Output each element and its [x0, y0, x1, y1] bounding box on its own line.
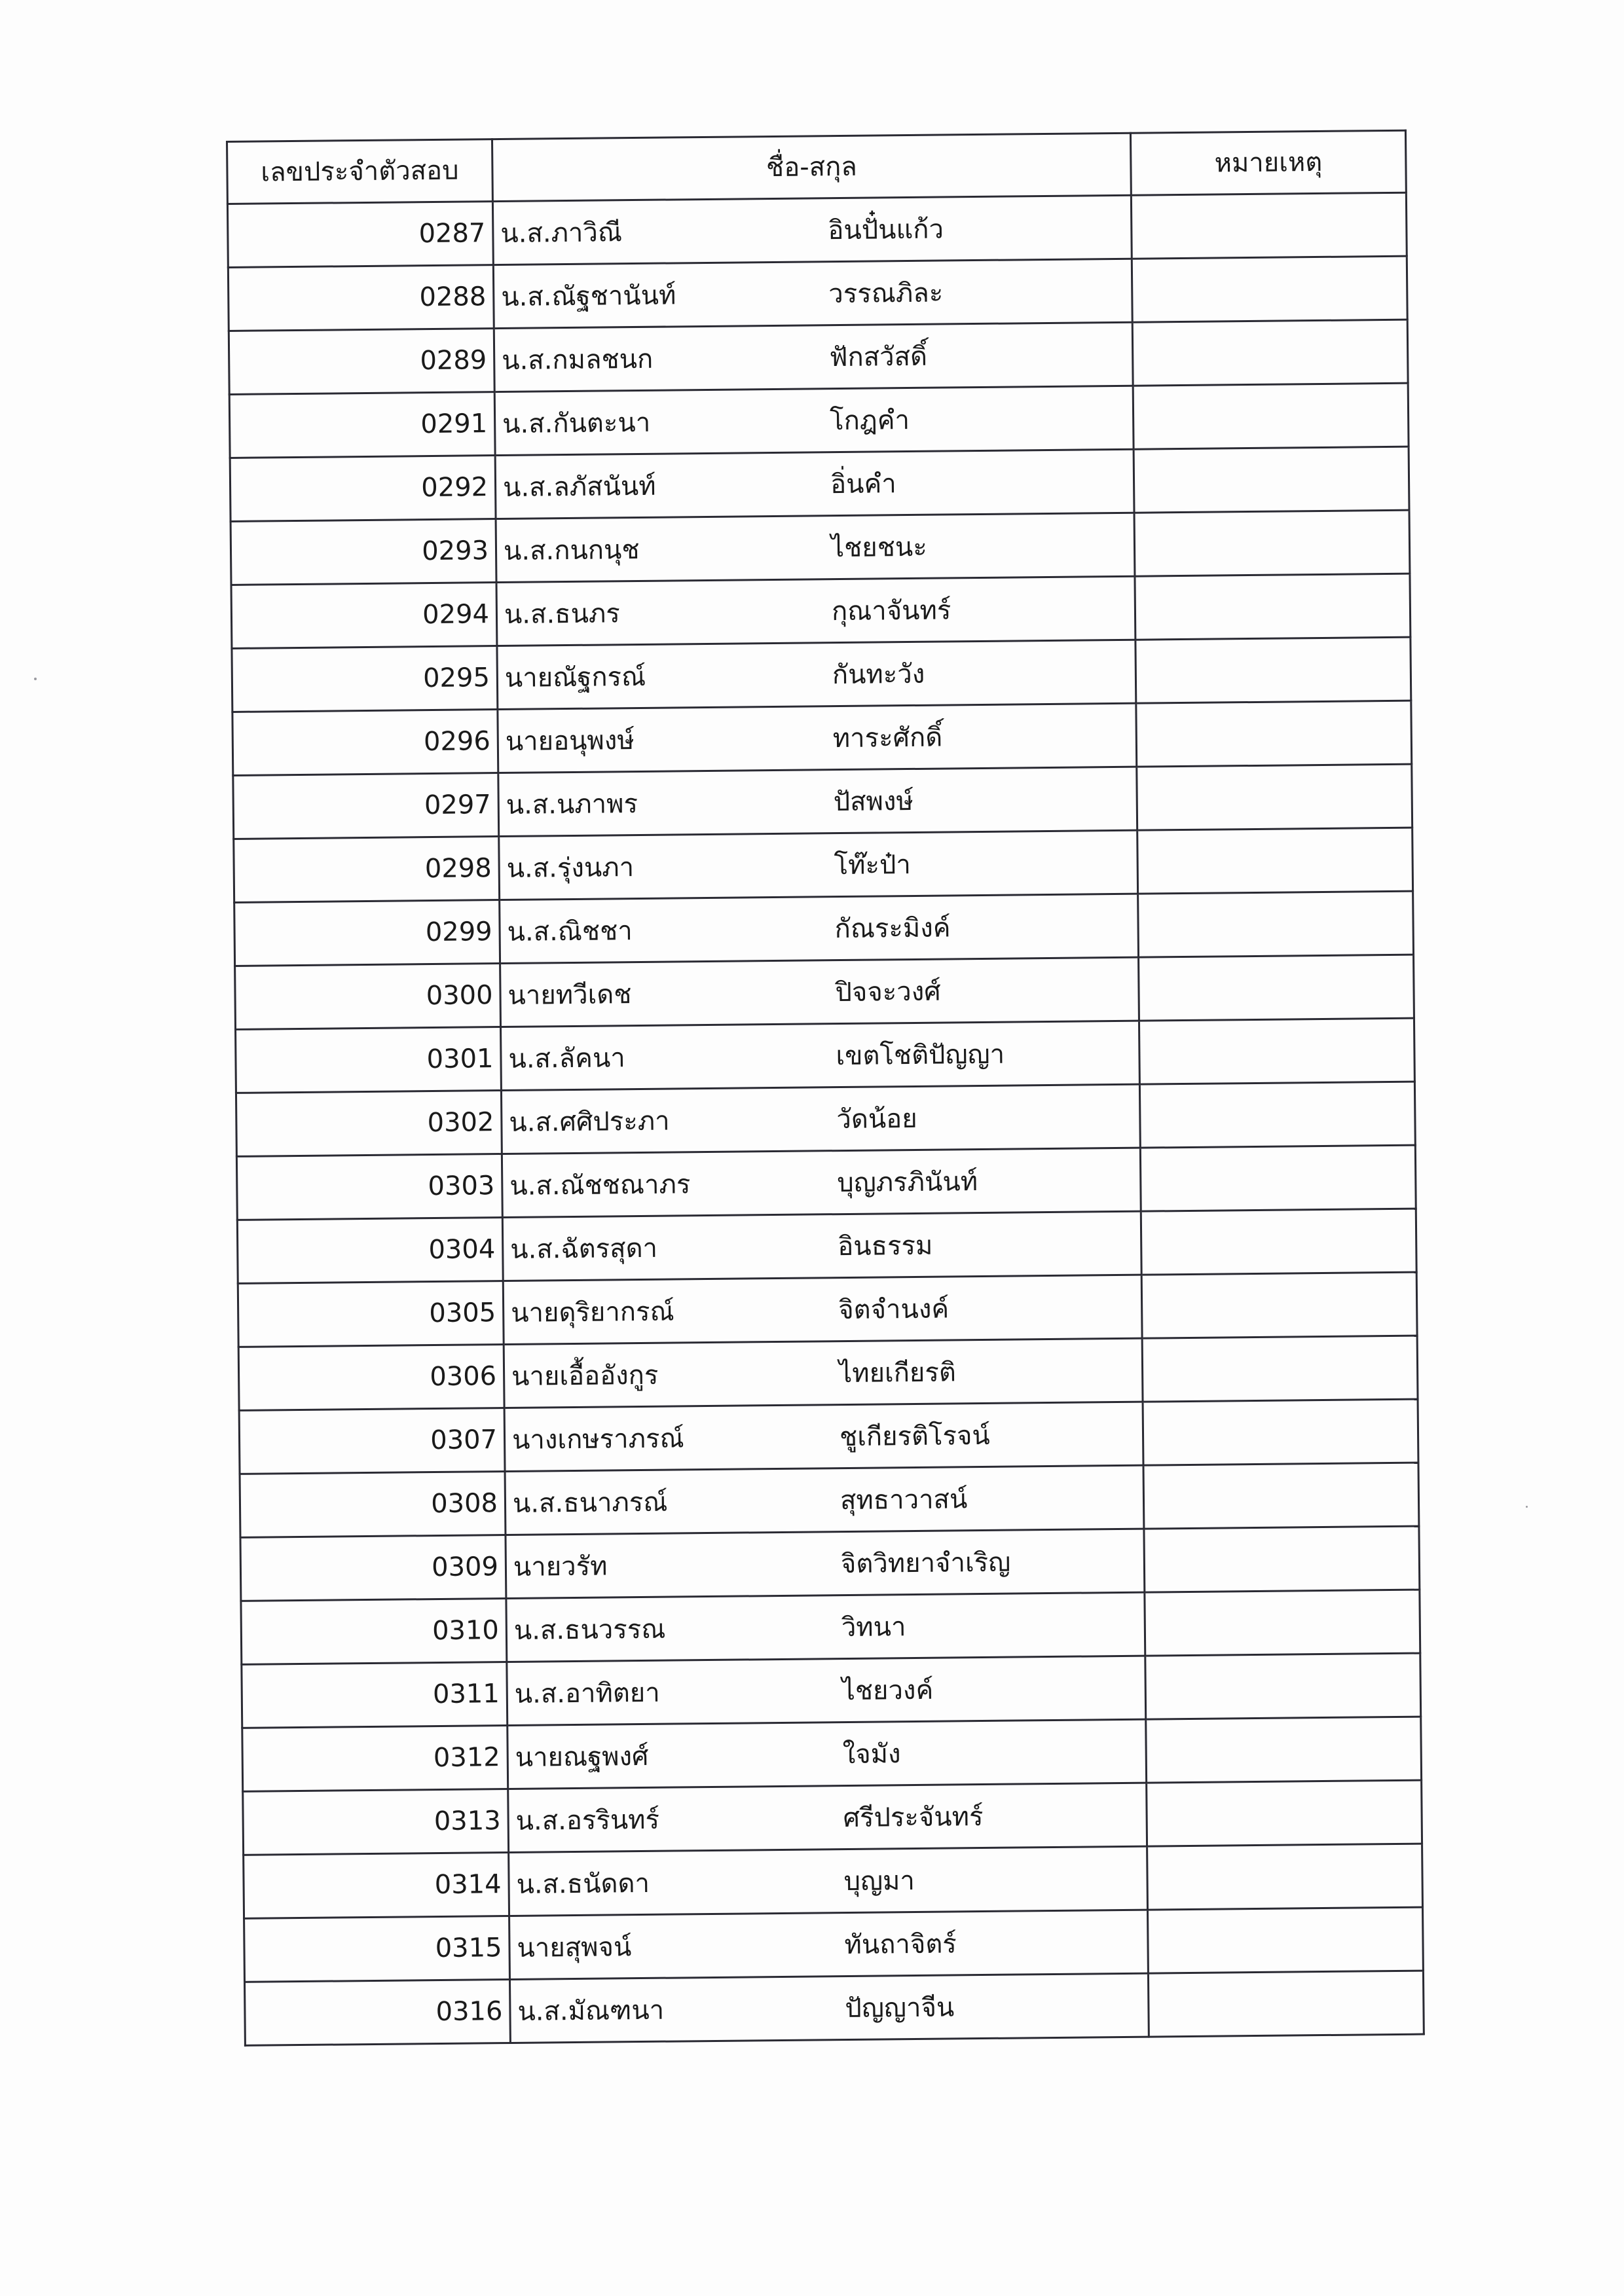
full-name-cell — [494, 386, 1134, 455]
given-name: นายวรัท — [513, 1551, 608, 1582]
table-row — [230, 446, 1409, 521]
full-name-cell — [502, 1211, 1141, 1281]
given-name: นายดุริยากรณ์ — [510, 1296, 674, 1328]
remarks-cell — [1136, 701, 1412, 767]
scan-speck — [1526, 1506, 1528, 1508]
full-name-cell — [509, 1846, 1148, 1916]
table-row — [228, 256, 1407, 331]
full-name-cell — [496, 576, 1135, 646]
exam-id-cell: 0296 — [232, 710, 498, 776]
exam-roster-table — [226, 130, 1425, 2047]
surname: จิตจำนงค์ — [838, 1294, 950, 1326]
given-name: น.ส.ธนาภรณ์ — [512, 1487, 668, 1519]
table-row — [241, 1590, 1420, 1664]
surname: ใจมัง — [842, 1739, 901, 1770]
exam-id-cell: 0308 — [240, 1472, 506, 1538]
exam-id-cell: 0297 — [233, 773, 499, 839]
table-row — [232, 637, 1411, 712]
exam-id-cell: 0299 — [234, 900, 500, 966]
remarks-cell — [1138, 891, 1414, 957]
surname: อินปั๋นแก้ว — [828, 214, 944, 246]
exam-id-cell: 0304 — [237, 1218, 503, 1284]
remarks-cell — [1134, 510, 1410, 576]
table-row — [238, 1272, 1417, 1347]
table-row — [235, 955, 1414, 1029]
surname: เขตโชติปัญญา — [836, 1039, 1005, 1072]
exam-id-cell: 0310 — [241, 1598, 507, 1664]
full-name-cell — [501, 1021, 1140, 1090]
table-row — [244, 1844, 1423, 1918]
remarks-cell — [1141, 1209, 1416, 1275]
surname: วิทนา — [841, 1612, 906, 1643]
exam-id-cell: 0298 — [234, 837, 500, 903]
remarks-cell — [1147, 1780, 1422, 1846]
surname: กัณระมิงค์ — [834, 913, 951, 945]
given-name: น.ส.กันตะนา — [502, 407, 651, 439]
remarks-cell — [1139, 955, 1414, 1021]
full-name-cell — [505, 1465, 1144, 1535]
exam-id-cell: 0312 — [242, 1725, 508, 1791]
given-name: น.ส.ธนัดดา — [516, 1868, 650, 1900]
table-row — [227, 192, 1407, 267]
table-row — [240, 1526, 1420, 1601]
table-row — [242, 1653, 1421, 1728]
full-name-cell — [498, 767, 1137, 836]
surname: ชูเกียรติโรจน์ — [839, 1420, 990, 1453]
given-name: น.ส.กนกนุช — [503, 534, 640, 566]
full-name-cell — [507, 1719, 1147, 1789]
given-name: น.ส.ฉัตรสุดา — [510, 1233, 658, 1265]
exam-id-cell: 0294 — [231, 583, 497, 649]
remarks-cell — [1145, 1590, 1420, 1656]
table-header — [227, 130, 1407, 204]
table-row — [243, 1780, 1422, 1855]
remarks-cell — [1143, 1399, 1418, 1465]
header-exam-id: เลขประจำตัวสอบ — [227, 139, 493, 204]
surname: ทันถาจิตร์ — [844, 1929, 957, 1961]
surname: บุญมา — [843, 1866, 915, 1897]
table-row — [229, 383, 1409, 458]
given-name: น.ส.ณัชชณาภร — [509, 1169, 691, 1201]
table-row — [239, 1399, 1418, 1474]
given-name: นางเกษราภรณ์ — [511, 1423, 684, 1455]
given-name: น.ส.ลัคนา — [508, 1043, 625, 1074]
remarks-cell — [1142, 1336, 1418, 1402]
remarks-cell — [1139, 1018, 1414, 1084]
exam-id-cell: 0313 — [243, 1789, 509, 1855]
header-full-name: ชื่อ-สกุล — [492, 133, 1131, 201]
full-name-cell — [492, 195, 1132, 264]
full-name-cell — [496, 513, 1135, 582]
given-name: น.ส.กมลชนก — [502, 344, 654, 376]
exam-id-cell: 0306 — [238, 1345, 504, 1411]
full-name-cell — [503, 1275, 1142, 1344]
remarks-cell — [1137, 764, 1412, 830]
surname: โท๊ะป๋า — [834, 850, 912, 881]
table-row — [238, 1336, 1418, 1410]
remarks-cell — [1140, 1145, 1416, 1211]
full-name-cell — [504, 1338, 1143, 1408]
table-row — [236, 1082, 1415, 1156]
remarks-cell — [1144, 1526, 1420, 1592]
exam-id-cell: 0316 — [244, 1979, 510, 2045]
surname: บุญภรภินันท์ — [837, 1167, 978, 1199]
full-name-cell — [504, 1402, 1143, 1471]
table-row — [234, 828, 1413, 902]
surname: ปัสพงษ์ — [833, 786, 914, 818]
remarks-cell — [1148, 1971, 1424, 2037]
full-name-cell — [494, 322, 1133, 392]
surname: ไชยวงค์ — [841, 1675, 934, 1707]
given-name: น.ส.รุ่งนภา — [506, 852, 635, 884]
surname: ปัญญาจีน — [845, 1992, 955, 2024]
full-name-cell — [500, 894, 1139, 963]
remarks-cell — [1135, 574, 1411, 640]
remarks-cell — [1141, 1272, 1417, 1338]
surname: ทาระศักดิ์ — [832, 722, 943, 754]
remarks-cell — [1132, 319, 1408, 386]
full-name-cell — [498, 703, 1137, 773]
table-row — [244, 1907, 1424, 1982]
surname: ฟักสวัสดิ์ — [829, 341, 928, 373]
given-name: นายณฐพงศ์ — [515, 1741, 649, 1773]
surname: ศรีประจันทร์ — [843, 1802, 984, 1834]
exam-id-cell: 0291 — [229, 392, 495, 458]
remarks-cell — [1145, 1653, 1421, 1719]
table-row — [232, 701, 1412, 775]
given-name: น.ส.อรรินทร์ — [515, 1804, 660, 1836]
exam-id-cell: 0301 — [236, 1027, 502, 1093]
remarks-cell — [1137, 828, 1413, 894]
full-name-cell — [507, 1656, 1146, 1725]
table-row — [236, 1018, 1415, 1093]
scan-speck — [34, 678, 37, 680]
given-name: น.ส.ลภัสนันท์ — [502, 471, 656, 503]
given-name: นายทวีเดช — [507, 979, 632, 1011]
surname: กุณาจันทร์ — [831, 595, 951, 627]
table-row — [231, 574, 1411, 648]
surname: โกฎคำ — [829, 405, 910, 437]
exam-id-cell: 0293 — [231, 519, 496, 585]
exam-id-cell: 0314 — [244, 1852, 509, 1918]
exam-id-cell: 0311 — [242, 1662, 507, 1728]
given-name: นายอนุพงษ์ — [505, 725, 635, 757]
full-name-cell — [506, 1592, 1145, 1662]
full-name-cell — [499, 830, 1138, 900]
remarks-cell — [1139, 1082, 1415, 1148]
given-name: นายสุพจน์ — [517, 1932, 632, 1963]
full-name-cell — [508, 1783, 1147, 1852]
remarks-cell — [1134, 446, 1409, 513]
table-row — [233, 764, 1412, 839]
header-row — [227, 130, 1407, 204]
given-name: น.ส.ศศิประภา — [509, 1106, 670, 1138]
remarks-cell — [1147, 1844, 1423, 1910]
exam-id-cell: 0309 — [240, 1535, 506, 1601]
given-name: น.ส.มัณฑนา — [517, 1995, 665, 2027]
full-name-cell — [509, 1910, 1149, 1979]
table-row — [234, 891, 1414, 966]
exam-id-cell: 0287 — [227, 202, 493, 268]
remarks-cell — [1131, 192, 1407, 259]
exam-id-cell: 0303 — [236, 1154, 502, 1220]
exam-id-cell: 0302 — [236, 1091, 502, 1157]
given-name: น.ส.อาทิตยา — [514, 1677, 660, 1709]
table-row — [229, 319, 1408, 394]
full-name-cell — [506, 1529, 1145, 1598]
given-name: น.ส.ณิชชา — [507, 916, 633, 947]
table-row — [237, 1209, 1416, 1283]
surname: วรรณภิละ — [828, 278, 944, 310]
surname: ไทยเกียรติ — [838, 1357, 957, 1389]
exam-id-cell: 0307 — [239, 1408, 505, 1474]
table-row — [236, 1145, 1416, 1220]
surname: อิ่นคำ — [830, 469, 896, 500]
remarks-cell — [1133, 383, 1409, 449]
exam-id-cell: 0292 — [230, 456, 496, 522]
exam-id-cell: 0288 — [228, 265, 494, 331]
full-name-cell — [502, 1148, 1141, 1217]
surname: จิตวิทยาจำเริญ — [840, 1547, 1011, 1580]
exam-id-cell: 0295 — [232, 646, 498, 712]
header-remarks: หมายเหตุ — [1130, 130, 1406, 195]
exam-id-cell: 0315 — [244, 1916, 510, 1982]
full-name-cell — [493, 259, 1132, 328]
table-row — [244, 1971, 1424, 2045]
surname: อินธรรม — [838, 1230, 933, 1262]
given-name: น.ส.ภาวิณี — [500, 217, 623, 249]
full-name-cell — [500, 957, 1139, 1027]
given-name: น.ส.ธนวรรณ — [513, 1614, 666, 1646]
surname: วัดน้อย — [836, 1103, 917, 1135]
table-row — [242, 1717, 1422, 1791]
remarks-cell — [1132, 256, 1407, 322]
exam-id-cell: 0305 — [238, 1281, 504, 1347]
given-name: นายณัฐกรณ์ — [504, 661, 646, 693]
surname: สุทธาวาสน์ — [840, 1484, 968, 1516]
remarks-cell — [1135, 637, 1411, 703]
table-body — [227, 192, 1424, 2045]
remarks-cell — [1146, 1717, 1422, 1783]
surname: ปิจจะวงศ์ — [835, 976, 941, 1008]
table-row — [231, 510, 1410, 585]
full-name-cell — [509, 1973, 1149, 2043]
exam-id-cell: 0300 — [235, 964, 501, 1030]
given-name: น.ส.ธนภร — [504, 598, 620, 630]
table-row — [240, 1463, 1419, 1537]
given-name: น.ส.นภาพร — [506, 789, 638, 820]
given-name: นายเอื้ออังกูร — [511, 1360, 659, 1392]
full-name-cell — [495, 449, 1134, 519]
surname: กันทะวัง — [832, 659, 925, 691]
given-name: น.ส.ณัฐชานันท์ — [501, 280, 676, 312]
exam-id-cell: 0289 — [229, 329, 494, 395]
remarks-cell — [1143, 1463, 1419, 1529]
remarks-cell — [1148, 1907, 1424, 1973]
full-name-cell — [501, 1084, 1140, 1154]
surname: ไชยชนะ — [830, 532, 927, 564]
full-name-cell — [497, 640, 1136, 709]
